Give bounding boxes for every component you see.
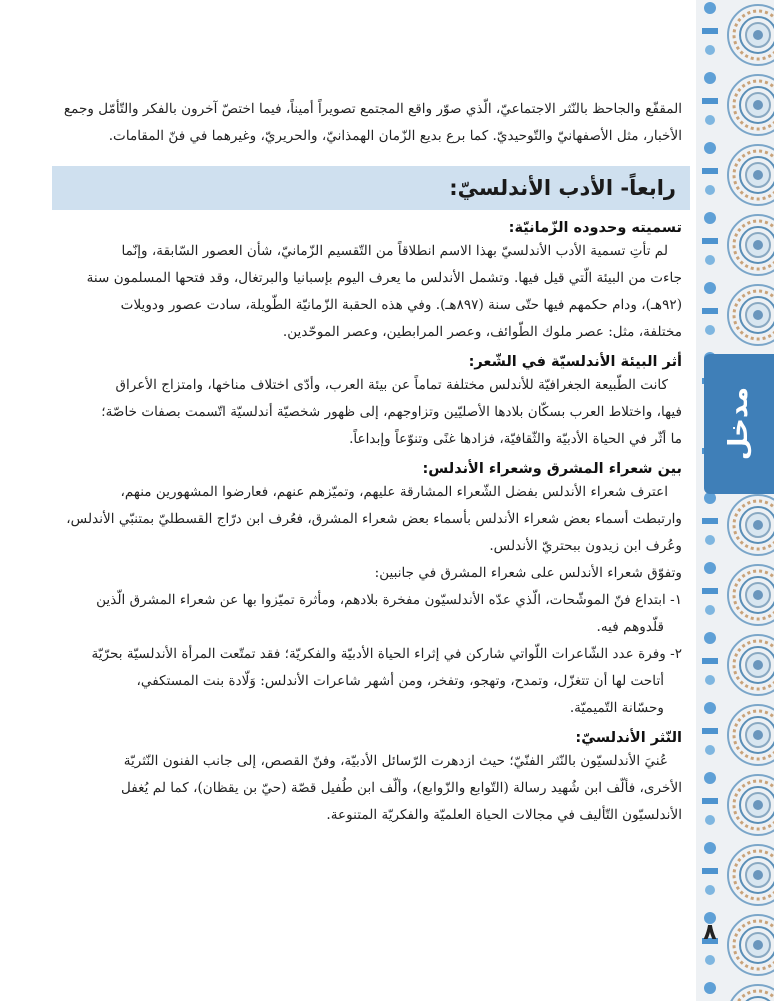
text-line: الأخرى، فألّف ابن شُهيد رسالة (التّوابع والزّوابع)، وألّف ابن طُفيل قصّة (حيّ بن يقظان)، كما لم يُغفل [120, 780, 682, 796]
text-line: وارتبطت أسماء بعض شعراء الأندلس بأسماء بعض شعراء المشرق، فعُرف ابن درّاج القسطليّ بمتنبّي الأندلس، [66, 511, 682, 527]
text-line: عُنيَ الأندلسيّون بالنّثر الفنّيّ؛ حيث ازدهرت الرّسائل الأدبيّة، وفنّ القصص، إلى جانب الفنون النّثريّة [123, 753, 668, 769]
subheading-prose: النّثر الأندلسيّ: [575, 730, 682, 746]
list-item: ٢- وفرة عدد الشّاعرات اللّواتي شاركن في إثراء الحياة الأدبيّة والفكريّة؛ فقد تمتّعت المرأة الأندلسيّة بحرّيّة [91, 646, 682, 662]
text-line: الأخبار، مثل الأصفهانيّ والتّوحيديّ. كما برع بديع الزّمان الهمذانيّ، والحريريّ، وغيرهما في فنّ المقامات. [108, 128, 682, 144]
subheading-naming: تسميته وحدوده الزّمانيّة: [508, 220, 682, 236]
chapter-tab-label: مدخل [724, 387, 754, 461]
list-item: ١- ابتداع فنّ الموشّحات، الّذي عدّه الأندلسيّون مفخرة بلادهم، ومأثرة تميّزوا بها عن شعراء المشرق الّذين [96, 592, 682, 608]
text-line: لم تأتِ تسمية الأدب الأندلسيّ بهذا الاسم انطلاقاً من التّقسيم الزّمانيّ، شأن العصور السّابقة، وإنّما [121, 243, 668, 259]
poets-paragraph [60, 479, 682, 722]
mandala-pattern-icon [696, 0, 774, 1001]
text-line: المقفّع والجاحظ بالنّثر الاجتماعيّ، الّذي صوّر واقع المجتمع تصويراً أميناً، فيما اختصّ آخرون بالفكر والتّأمّل وجمع [63, 101, 682, 117]
section-header [52, 166, 690, 210]
prose-paragraph [60, 748, 682, 829]
subheading-environment: أثر البيئة الأندلسيّة في الشّعر: [468, 354, 682, 370]
text-line: وعُرف ابن زيدون ببحتريّ الأندلس. [489, 538, 682, 554]
decorative-border [696, 0, 774, 1001]
section-title: رابعاً- الأدب الأندلسيّ: [449, 176, 676, 200]
text-line: اعترف شعراء الأندلس بفضل الشّعراء المشارقة عليهم، وتميّزهم عنهم، فعارضوا المشهورين منهم، [120, 484, 668, 500]
chapter-tab [704, 354, 774, 494]
intro-paragraph [60, 96, 682, 150]
list-item-continuation: أتاحت لها أن تتغزّل، وتمدح، وتهجو، وتفخر، ومن أشهر شاعرات الأندلس: وَلّادة بنت المستكفي، [136, 673, 664, 689]
text-line: وتفوّق شعراء الأندلس على شعراء المشرق في جانبين: [374, 565, 682, 581]
environment-paragraph [60, 372, 682, 453]
text-line: كانت الطّبيعة الجغرافيّة للأندلس مختلفة تماماً عن بيئة العرب، وأدّى اختلاف مناخها، وامتزاج الأعراق [115, 377, 668, 393]
subheading-poets: بين شعراء المشرق وشعراء الأندلس: [422, 461, 682, 477]
text-line: مختلفة، مثل: عصر ملوك الطّوائف، وعصر المرابطين، وعصر الموحّدين. [282, 324, 682, 340]
text-line: فيها، واختلاط العرب بسكّان بلادها الأصليّين وتزاوجهم، إلى ظهور شخصيّة أندلسيّة اتّسمت بصفات خاصّة؛ [101, 404, 682, 420]
page-number: ٨ [703, 920, 717, 945]
text-line: (٩٢هـ)، ودام حكمهم فيها حتّى سنة (٨٩٧هـ). وفي هذه الحقبة الزّمانيّة الطّويلة، سادت عصور ودويلات [120, 297, 682, 313]
text-line: ما أثّر في الحياة الأدبيّة والثّقافيّة، فزادها غنًى وتنوّعاً وإبداعاً. [349, 431, 682, 447]
naming-paragraph [60, 238, 682, 346]
text-line: جاءت من البيئة الّتي قيل فيها. وتشمل الأندلس ما يعرف اليوم بإسبانيا والبرتغال، وقد فتحها المسلمون سنة [86, 270, 682, 286]
list-item-continuation: وحسّانة التّميميّة. [569, 700, 664, 716]
text-line: الأندلسيّون التّأليف في مجالات الحياة العلميّة والفكريّة المتنوعة. [326, 807, 682, 823]
list-item-continuation: قلّدوهم فيه. [596, 619, 664, 635]
page-content [60, 96, 682, 829]
